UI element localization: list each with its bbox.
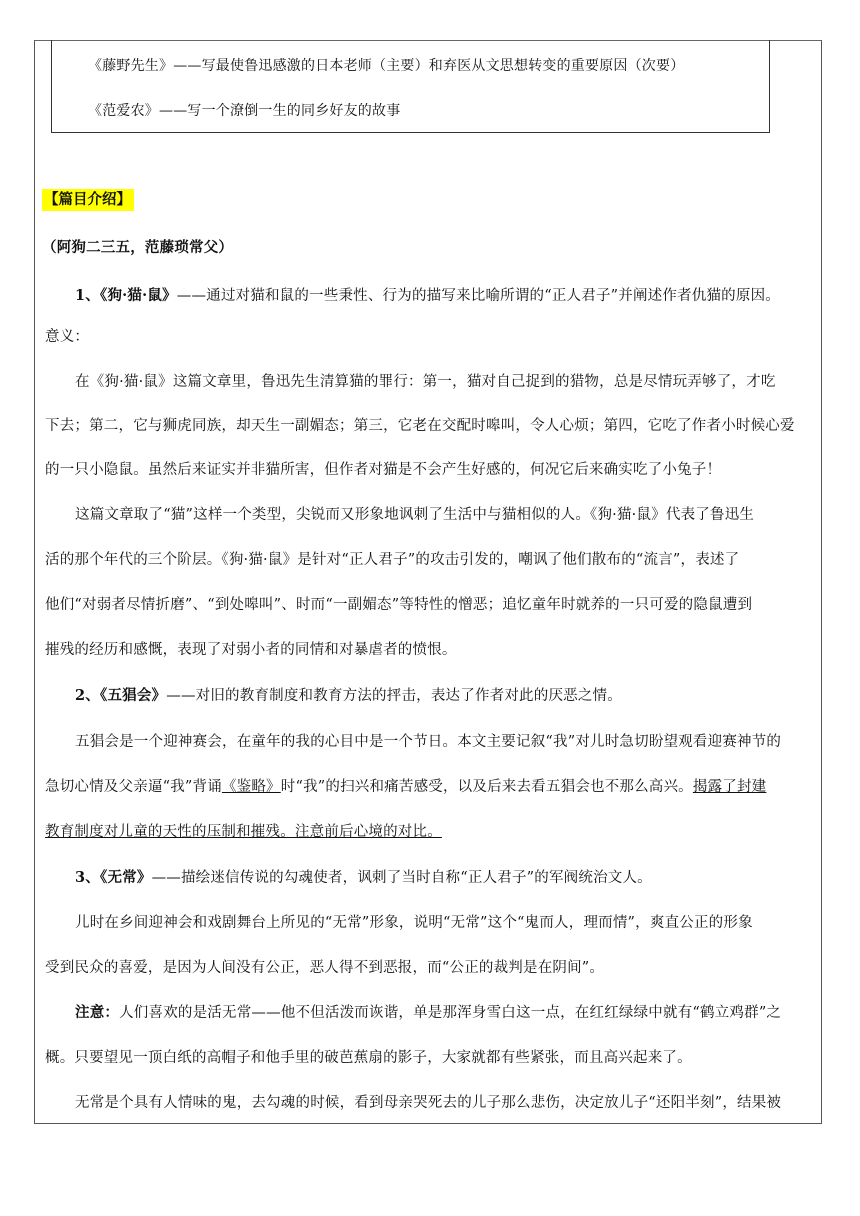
item1-para2-line1: 这篇文章取了“猫”这样一个类型，尖锐而又形象地讽刺了生活中与猫相似的人。《狗·猫·鼠》代表了鲁迅生 xyxy=(75,507,755,523)
item2-jianlue-underlined: 《鉴略》 xyxy=(221,779,281,795)
item3-para1-line1: 儿时在乡间迎神会和戏剧舞台上所见的“无常”形象，说明“无常”这个“鬼而人，理而情”，爽直公正的形象 xyxy=(75,915,753,931)
item1-para1-line1: 在《狗·猫·鼠》这篇文章里，鲁迅先生清算猫的罪行：第一，猫对自己捉到的猎物，总是尽情玩弄够了，才吃 xyxy=(75,374,776,390)
summary-line-fanainong: 《范爱农》——写一个潦倒一生的同乡好友的故事 xyxy=(88,103,401,119)
item2-title: 《五猖会》 xyxy=(100,687,167,704)
item3-note-label: 注意： xyxy=(75,1004,120,1021)
item3-number: 3、 xyxy=(75,869,100,886)
mnemonic-line: （阿狗二三五，范藤琐常父） xyxy=(42,239,234,256)
item2-text-a: 急切心情及父亲逼“我”背诵 xyxy=(45,779,222,795)
item2-para1-line2 xyxy=(45,777,815,797)
item1-para1-line3: 的一只小隐鼠。虽然后来证实并非猫所害，但作者对猫是不会产生好感的，何况它后来确实吃了小兔子！ xyxy=(45,462,722,478)
item2-desc: ——对旧的教育制度和教育方法的抨击，表达了作者对此的厌恶之情。 xyxy=(166,688,622,704)
item1-heading xyxy=(75,286,845,306)
summary-line-tengye: 《藤野先生》——写最使鲁迅感激的日本老师（主要）和弃医从文思想转变的重要原因（次要） xyxy=(88,58,685,74)
item2-number: 2、 xyxy=(75,687,100,704)
item3-note-line1 xyxy=(75,1003,845,1023)
section-heading: 【篇目介绍】 xyxy=(42,189,134,211)
item1-desc: ——通过对猫和鼠的一些秉性、行为的描写来比喻所谓的“正人君子”并阐述作者仇猫的原因。 xyxy=(176,288,780,304)
item3-heading xyxy=(75,868,845,888)
item3-desc: ——描绘迷信传说的勾魂使者，讽刺了当时自称“正人君子”的军阀统治文人。 xyxy=(151,870,652,886)
item3-para1-line2: 受到民众的喜爱，是因为人间没有公正，恶人得不到恶报，而“公正的裁判是在阴间”。 xyxy=(45,960,605,976)
item1-number: 1、 xyxy=(75,287,100,304)
item3-title: 《无常》 xyxy=(100,869,152,886)
item1-para2-line2: 活的那个年代的三个阶层。《狗·猫·鼠》是针对“正人君子”的攻击引发的，嘲讽了他们散布的“流言”，表述了 xyxy=(45,552,740,568)
item2-para1-line3 xyxy=(45,822,815,842)
item1-title: 《狗·猫·鼠》 xyxy=(100,287,177,304)
item3-para3-line1: 无常是个具有人情味的鬼，去勾魂的时候，看到母亲哭死去的儿子那么悲伤，决定放儿子“还阳半刻”，结果被 xyxy=(75,1095,782,1111)
item2-heading xyxy=(75,686,845,706)
item1-para2-line3: 他们“对弱者尽情折磨”、“到处嗥叫”、时而“一副媚态”等特性的憎恶；追忆童年时就养的一只可爱的隐鼠遭到 xyxy=(45,597,753,613)
item1-desc-line2: 意义： xyxy=(45,329,90,345)
item2-para1-line1: 五猖会是一个迎神赛会，在童年的我的心目中是一个节日。本文主要记叙“我”对儿时急切盼望观看迎赛神节的 xyxy=(75,734,782,750)
item2-underlined-end: 教育制度对儿童的天性的压制和摧残。注意前后心境的对比。 xyxy=(45,824,442,840)
item1-para2-line4: 摧残的经历和感慨，表现了对弱小者的同情和对暴虐者的愤恨。 xyxy=(45,642,457,658)
item3-note-line2: 概。只要望见一顶白纸的高帽子和他手里的破芭蕉扇的影子，大家就都有些紧张，而且高兴起来了。 xyxy=(45,1050,692,1066)
item2-text-b: 时“我”的扫兴和痛苦感受，以及后来去看五猖会也不那么高兴。 xyxy=(280,779,693,795)
item2-underlined-start: 揭露了封建 xyxy=(692,779,767,795)
item3-note-text: 人们喜欢的是活无常——他不但活泼而诙谐，单是那浑身雪白这一点，在红红绿绿中就有“鹤立鸡群”之 xyxy=(119,1005,782,1021)
item1-para1-line2: 下去；第二，它与狮虎同族，却天生一副媚态；第三，它老在交配时嗥叫，令人心烦；第四，它吃了作者小时候心爱 xyxy=(45,418,795,434)
